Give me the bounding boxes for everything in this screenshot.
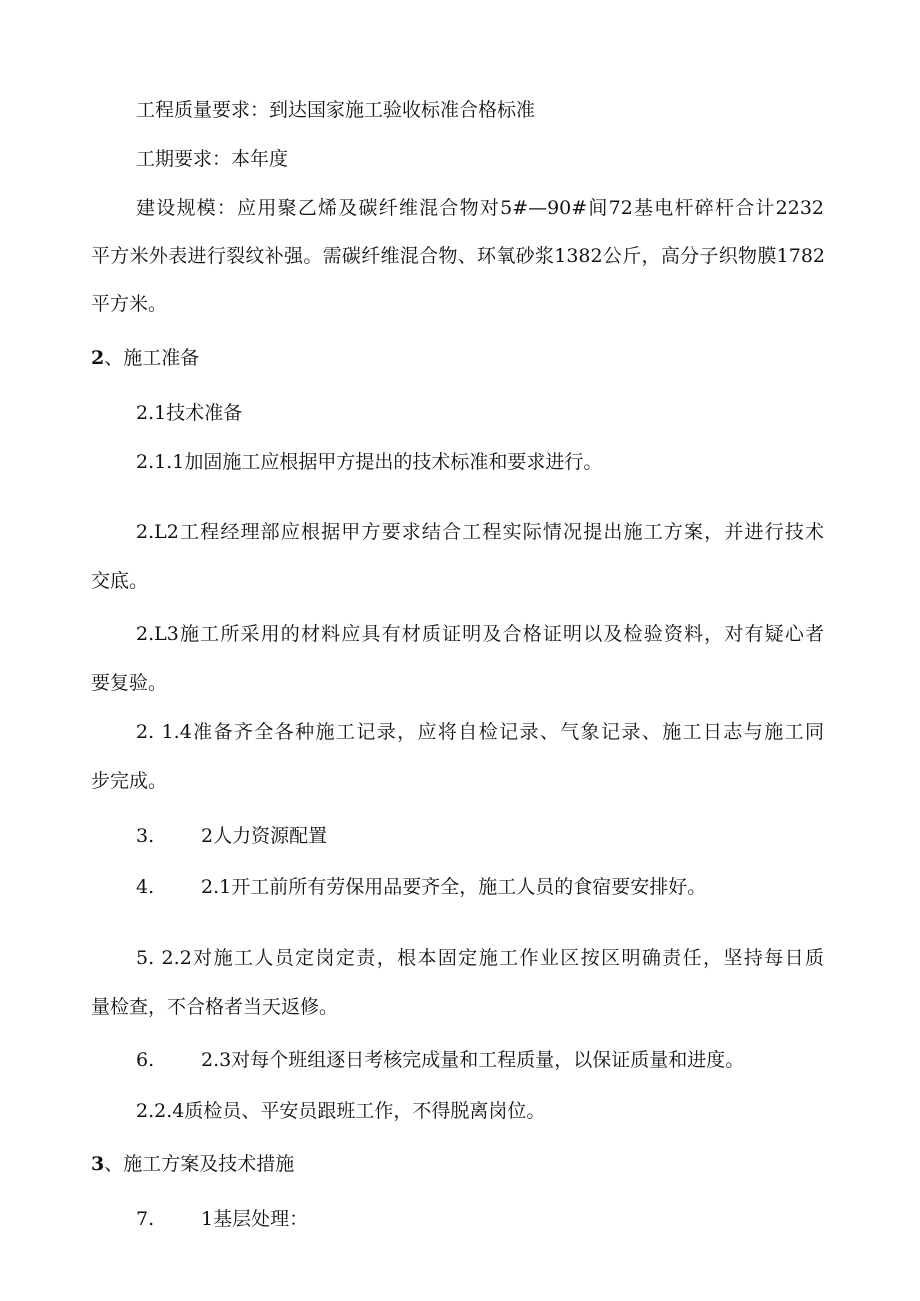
list-item-4-text: 2.1开工前所有劳保用品要齐全，施工人员的食宿要安排好。 — [201, 876, 707, 898]
list-item-5-line-1: 5. 2.2对施工人员定岗定责，根本固定施工作业区按区明确责任，坚持每日质 — [136, 947, 824, 969]
section-3-number: 3 — [91, 1153, 105, 1175]
subsection-2-1-3-line-2: 要复验。 — [91, 672, 168, 694]
list-item-7-number: 7. — [136, 1208, 155, 1230]
list-item-7-text: 1基层处理： — [201, 1208, 309, 1230]
section-2-heading — [91, 346, 199, 370]
scale-paragraph-line-1: 建设规模：应用聚乙烯及碳纤维混合物对5#—90#间72基电杆碎杆合计2232 — [136, 197, 824, 219]
subsection-2-1-1: 2.1.1加固施工应根据甲方提出的技术标准和要求进行。 — [136, 451, 603, 473]
list-item-4-number: 4. — [136, 876, 155, 898]
section-3-heading — [91, 1152, 294, 1176]
section-2-title: 、施工准备 — [104, 347, 200, 369]
scale-paragraph-line-2: 平方米外表进行裂纹补强。需碳纤维混合物、环氧砂浆1382公斤，高分子织物膜1782 — [91, 245, 825, 267]
subsection-2-1-3-line-1: 2.L3施工所采用的材料应具有材质证明及合格证明以及检验资料，对有疑心者 — [136, 623, 824, 645]
quality-requirement: 工程质量要求：到达国家施工验收标准合格标准 — [136, 99, 536, 121]
list-item-3 — [136, 824, 327, 848]
list-item-6 — [136, 1048, 744, 1072]
list-item-3-number: 3. — [136, 825, 155, 847]
section-3-title: 、施工方案及技术措施 — [104, 1153, 295, 1175]
list-item-3-text: 2人力资源配置 — [201, 825, 328, 847]
schedule-requirement: 工期要求：本年度 — [136, 148, 289, 170]
list-item-5-line-2: 量检查，不合格者当天返修。 — [91, 996, 339, 1018]
subsection-2-1-4-line-2: 步完成。 — [91, 770, 168, 792]
list-item-7 — [136, 1207, 308, 1231]
scale-paragraph-line-3: 平方米。 — [91, 293, 168, 315]
list-item-6-text: 2.3对每个班组逐日考核完成量和工程质量，以保证质量和进度。 — [201, 1049, 745, 1071]
list-item-4 — [136, 875, 706, 899]
subsection-2-1-2-line-2: 交底。 — [91, 570, 149, 592]
list-item-6-number: 6. — [136, 1049, 155, 1071]
subsection-2-2-4: 2.2.4质检员、平安员跟班工作，不得脱离岗位。 — [136, 1100, 546, 1122]
subsection-2-1-4-line-1: 2. 1.4准备齐全各种施工记录，应将自检记录、气象记录、施工日志与施工同 — [136, 721, 824, 743]
section-2-number: 2 — [91, 347, 105, 369]
subsection-2-1-2-line-1: 2.L2工程经理部应根据甲方要求结合工程实际情况提出施工方案，并进行技术 — [136, 521, 824, 543]
subsection-2-1: 2.1技术准备 — [136, 402, 243, 424]
